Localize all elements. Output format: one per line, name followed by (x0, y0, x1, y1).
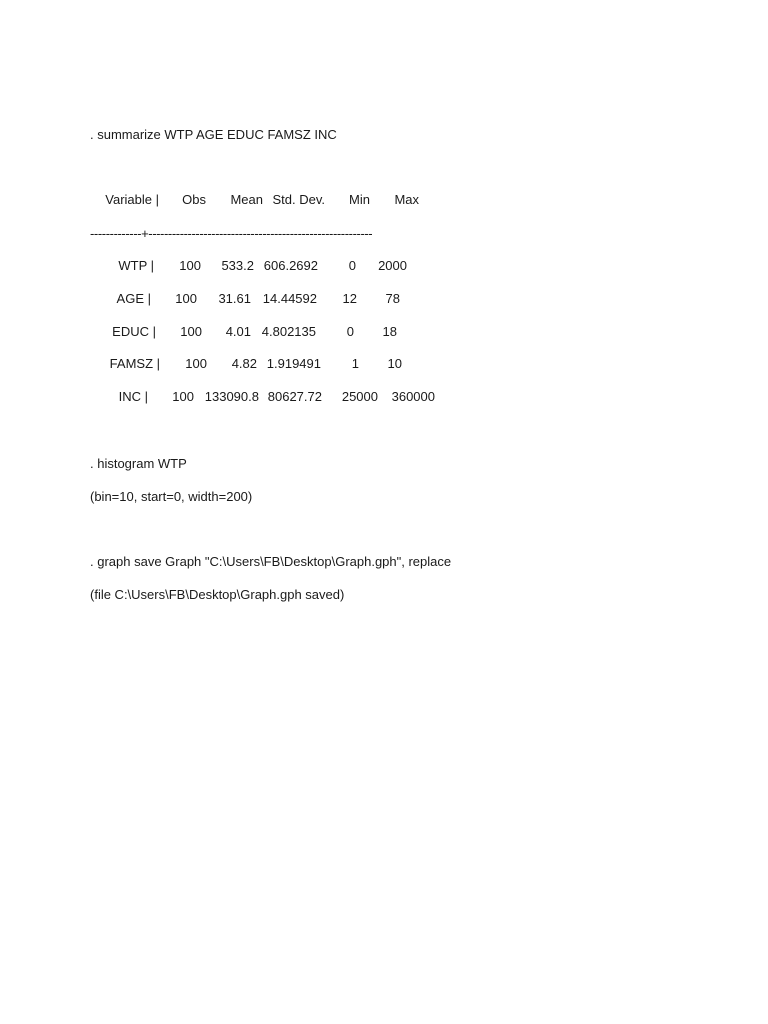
header-max: Max (394, 192, 419, 207)
histogram-bin-note: (bin=10, start=0, width=200) (90, 489, 253, 504)
row-min: 0 (348, 258, 356, 273)
header-std-dev: Std. Dev. (272, 192, 325, 207)
row-obs: 100 (175, 291, 197, 306)
row-min: 25000 (341, 389, 378, 404)
row-obs: 100 (172, 389, 194, 404)
row-obs: 100 (180, 324, 202, 339)
row-min: 0 (346, 324, 354, 339)
row-variable: AGE | (116, 291, 151, 306)
row-std-dev: 80627.72 (267, 389, 322, 404)
row-max: 360000 (391, 389, 435, 404)
graph-save-command: . graph save Graph "C:\Users\FB\Desktop\Graph.gph", replace (90, 554, 452, 569)
row-variable: FAMSZ | (109, 356, 160, 371)
header-variable: Variable | (105, 192, 159, 207)
row-variable: EDUC | (112, 324, 156, 339)
row-min: 12 (342, 291, 357, 306)
row-std-dev: 14.44592 (262, 291, 317, 306)
row-mean: 133090.8 (204, 389, 259, 404)
row-std-dev: 1.919491 (266, 356, 321, 371)
header-min: Min (349, 192, 370, 207)
row-mean: 4.01 (225, 324, 251, 339)
row-mean: 31.61 (218, 291, 251, 306)
graph-save-note: (file C:\Users\FB\Desktop\Graph.gph saved) (90, 587, 345, 602)
row-std-dev: 606.2692 (263, 258, 318, 273)
row-variable: INC | (118, 389, 148, 404)
row-std-dev: 4.802135 (261, 324, 316, 339)
row-max: 10 (387, 356, 402, 371)
row-mean: 4.82 (231, 356, 257, 371)
row-mean: 533.2 (221, 258, 254, 273)
row-max: 2000 (378, 258, 407, 273)
histogram-command: . histogram WTP (90, 456, 187, 471)
summarize-command: . summarize WTP AGE EDUC FAMSZ INC (90, 127, 337, 142)
header-mean: Mean (230, 192, 263, 207)
row-max: 18 (382, 324, 397, 339)
row-obs: 100 (185, 356, 207, 371)
row-obs: 100 (179, 258, 201, 273)
table-separator: -------------+--------------------------------------------------------- (90, 226, 373, 241)
row-max: 78 (385, 291, 400, 306)
row-variable: WTP | (118, 258, 154, 273)
header-obs: Obs (182, 192, 206, 207)
row-min: 1 (351, 356, 359, 371)
